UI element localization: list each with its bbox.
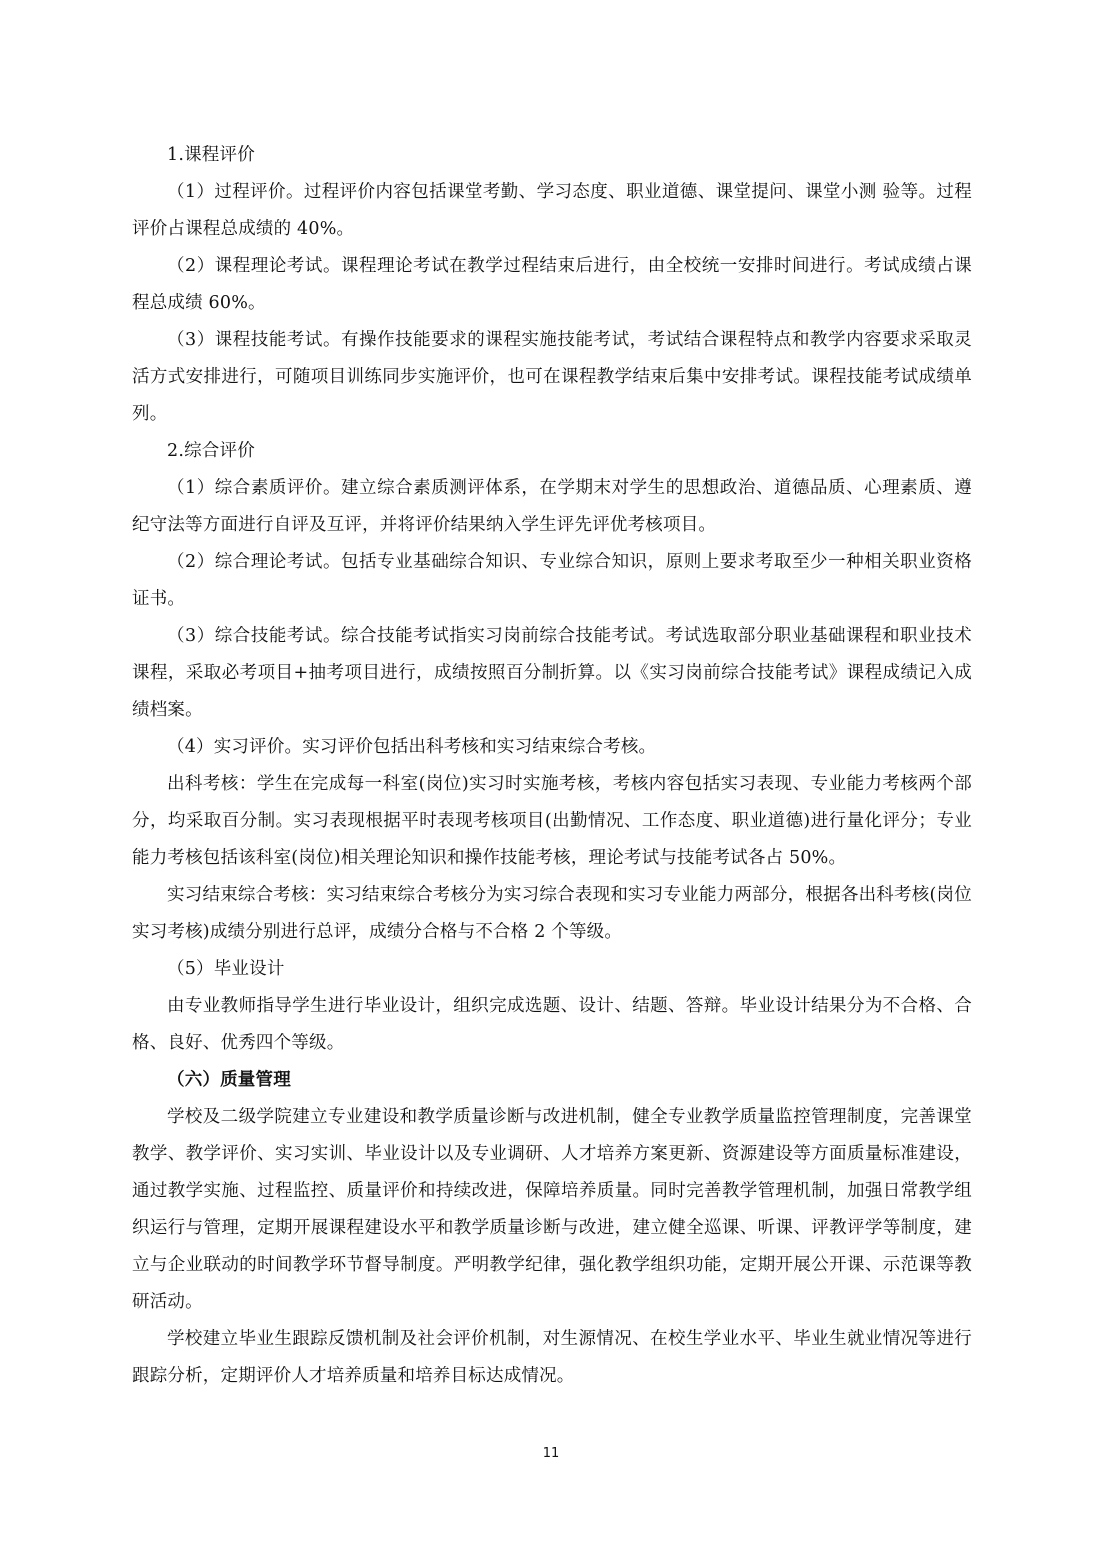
paragraph-graduate-tracking: 学校建立毕业生跟踪反馈机制及社会评价机制，对生源情况、在校生学业水平、毕业生就业情况等进行跟踪分析，定期评价人才培养质量和培养目标达成情况。 (132, 1329, 972, 1386)
page-body (132, 137, 972, 1395)
paragraph-final-assessment: 实习结束综合考核：实习结束综合考核分为实习综合表现和实习专业能力两部分，根据各出科考核(岗位实习考核)成绩分别进行总评，成绩分合格与不合格 2 个等级。 (132, 885, 972, 942)
paragraph-skill-exam: （3）课程技能考试。有操作技能要求的课程实施技能考试，考试结合课程特点和教学内容要求采取灵活方式安排进行，可随项目训练同步实施评价，也可在课程教学结束后集中安排考试。课程技能考试成绩单列。 (132, 330, 972, 424)
paragraph-graduation-design: 由专业教师指导学生进行毕业设计，组织完成选题、设计、结题、答辩。毕业设计结果分为不合格、合格、良好、优秀四个等级。 (132, 996, 972, 1053)
paragraph-comprehensive-theory: （2）综合理论考试。包括专业基础综合知识、专业综合知识，原则上要求考取至少一种相关职业资格证书。 (132, 552, 972, 609)
paragraph-process-evaluation: （1）过程评价。过程评价内容包括课堂考勤、学习态度、职业道德、课堂提问、课堂小测 验等。过程评价占课程总成绩的 40%。 (132, 182, 972, 239)
paragraph-quality-evaluation: （1）综合素质评价。建立综合素质测评体系，在学期末对学生的思想政治、道德品质、心理素质、遵纪守法等方面进行自评及互评，并将评价结果纳入学生评先评优考核项目。 (132, 478, 972, 535)
paragraph-quality-mechanism: 学校及二级学院建立专业建设和教学质量诊断与改进机制，健全专业教学质量监控管理制度，完善课堂教学、教学评价、实习实训、毕业设计以及专业调研、人才培养方案更新、资源建设等方面质量标准建设，通过教学实施、过程监控、质量评价和持续改进，保障培养质量。同时完善教学管理机制，加强日常教学组织运行与管理，定期开展课程建设水平和教学质量诊断与改进，建立健全巡课、听课、评教评学等制度，建立与企业联动的时间教学环节督导制度。严明教学纪律，强化教学组织功能，定期开展公开课、示范课等教研活动。 (132, 1107, 972, 1312)
paragraph-comprehensive-skill: （3）综合技能考试。综合技能考试指实习岗前综合技能考试。考试选取部分职业基础课程和职业技术课程，采取必考项目+抽考项目进行，成绩按照百分制折算。以《实习岗前综合技能考试》课程成绩记入成绩档案。 (132, 626, 972, 720)
paragraph-internship-evaluation: （4）实习评价。实习评价包括出科考核和实习结束综合考核。 (167, 737, 657, 757)
paragraph-theory-exam: （2）课程理论考试。课程理论考试在教学过程结束后进行，由全校统一安排时间进行。考试成绩占课程总成绩 60%。 (132, 256, 972, 313)
paragraph-department-assessment: 出科考核：学生在完成每一科室(岗位)实习时实施考核，考核内容包括实习表现、专业能力考核两个部分，均采取百分制。实习表现根据平时表现考核项目(出勤情况、工作态度、职业道德)进行量化评分；专业能力考核包括该科室(岗位)相关理论知识和操作技能考核，理论考试与技能考试各占 50%。 (132, 774, 972, 868)
subheading-course-evaluation: 1.课程评价 (167, 145, 255, 165)
page-number: 11 (542, 1446, 560, 1461)
subheading-comprehensive-evaluation: 2.综合评价 (167, 441, 255, 461)
subheading-graduation-design: （5）毕业设计 (167, 959, 285, 979)
section-heading-quality-management: （六）质量管理 (167, 1070, 291, 1090)
